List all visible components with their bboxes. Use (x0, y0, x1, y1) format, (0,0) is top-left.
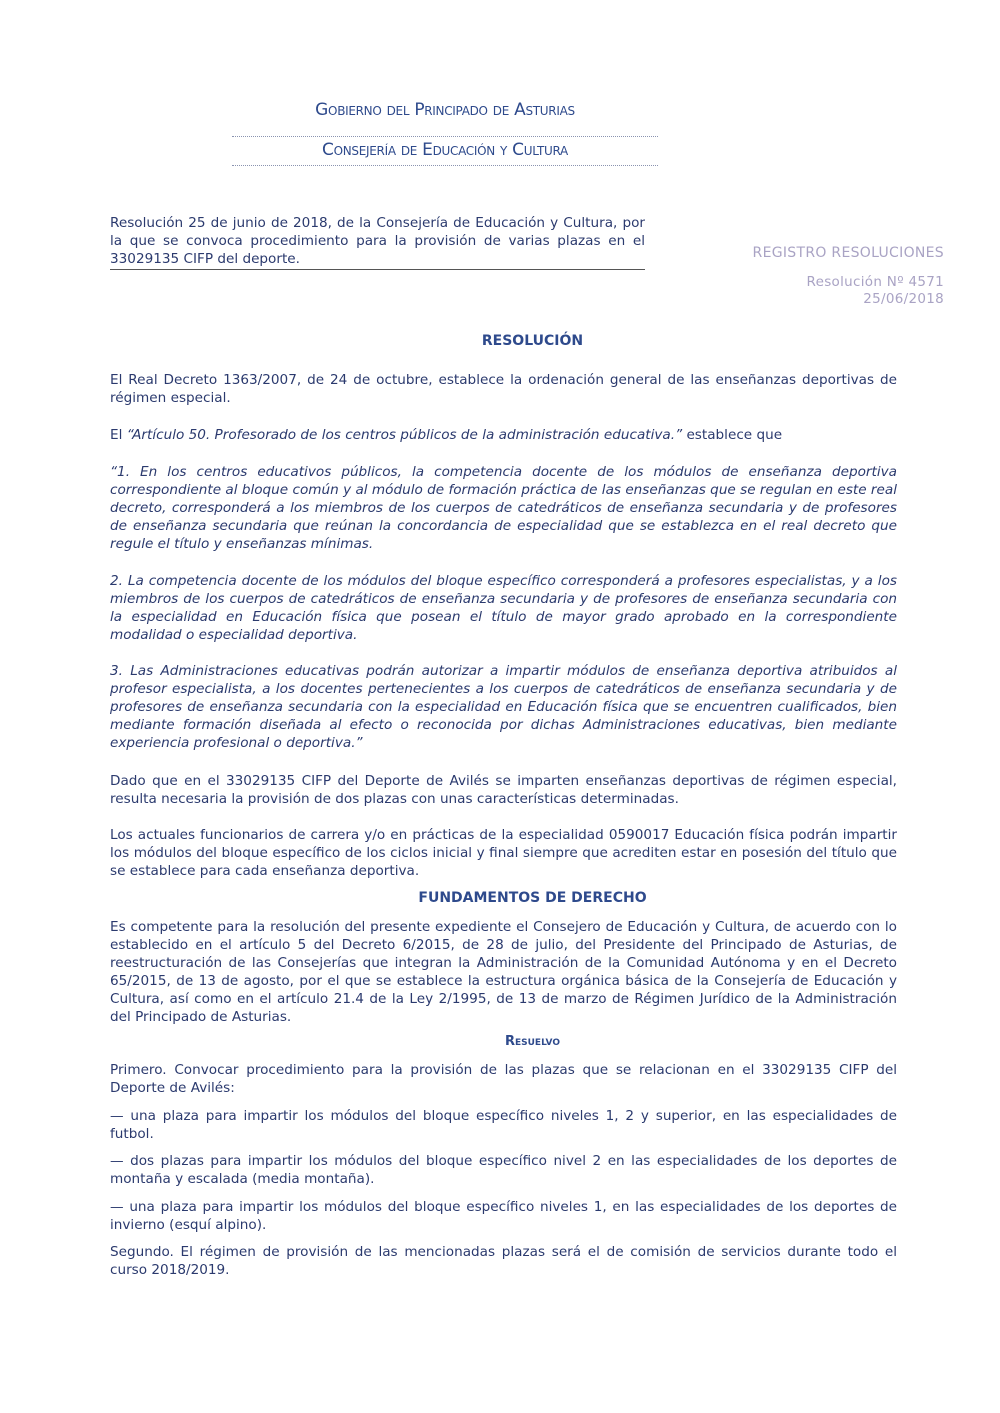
header-divider (232, 136, 658, 137)
stamp-title: REGISTRO RESOLUCIONES (752, 245, 944, 261)
quote-paragraph-2: 2. La competencia docente de los módulos del bloque específico corresponderá a profesores especialistas, y a los miembros de los cuerpos de catedráticos de enseñanza secundaria y de profesores de enseñanza secundaria con la especialidad en Educación física que posean el título de mayor grado aprobado en la correspondiente modalidad o especialidad deportiva. (110, 573, 897, 643)
facts-paragraph-1: Dado que en el 33029135 CIFP del Deporte de Avilés se imparten enseñanzas deportivas de régimen especial, resulta necesaria la provisión de dos plazas con unas características determinadas. (110, 773, 897, 807)
article-suffix: establece que (682, 427, 783, 443)
fundamentos-paragraph: Es competente para la resolución del presente expediente el Consejero de Educación y Cultura, de acuerdo con lo establecido en el artículo 5 del Decreto 6/2015, de 28 de julio, del Presidente del Principado de Asturias, de reestructuración de las Consejerías que integran la Administración de la Comunidad Autónoma y en el Decreto 65/2015, de 13 de agosto, por el que se establece la estructura orgánica básica de la Consejería de Educación y Cultura, así como en el artículo 21.4 de la Ley 2/1995, de 13 de marzo de Régimen Jurídico de la Administración del Principado de Asturias. (110, 919, 897, 1025)
intro-paragraph: El Real Decreto 1363/2007, de 24 de octubre, establece la ordenación general de las enseñanzas deportivas de régimen especial. (110, 372, 897, 406)
resolution-title: RESOLUCIÓN (481, 333, 584, 349)
resolution-summary: Resolución 25 de junio de 2018, de la Consejería de Educación y Cultura, por la que se convoca procedimiento para la provisión de varias plazas en el 33029135 CIFP del deporte. (110, 214, 645, 270)
resuelvo-item-montana: — dos plazas para impartir los módulos del bloque específico nivel 2 en las especialidades de los deportes de montaña y escalada (media montaña). (110, 1153, 897, 1187)
facts-paragraph-2: Los actuales funcionarios de carrera y/o en prácticas de la especialidad 0590017 Educación física podrán impartir los módulos del bloque específico de los ciclos inicial y final siempre que acrediten estar en posesión del título que se establece para cada enseñanza deportiva. (110, 827, 897, 879)
quote-paragraph-1: “1. En los centros educativos públicos, la competencia docente de los módulos de enseñanza deportiva correspondiente al bloque común y al módulo de formación práctica de las enseñanzas que se regulan en este real decreto, corresponderá a los miembros de los cuerpos de catedráticos de enseñanza secundaria y de profesores de enseñanza secundaria que reúnan la concordancia de especialidad que se establezca en el real decreto que regule el título y enseñanzas mínimas. (110, 464, 897, 552)
article-reference (110, 426, 897, 444)
resuelvo-segundo: Segundo. El régimen de provisión de las mencionadas plazas será el de comisión de servicios durante todo el curso 2018/2019. (110, 1244, 897, 1278)
resuelvo-primero: Primero. Convocar procedimiento para la provisión de las plazas que se relacionan en el 33029135 CIFP del Deporte de Avilés: (110, 1062, 897, 1096)
resuelvo-item-futbol: — una plaza para impartir los módulos del bloque específico niveles 1, 2 y superior, en las especialidades de futbol. (110, 1108, 897, 1142)
article-prefix: El (110, 427, 127, 443)
resuelvo-title: Resuelvo (504, 1034, 561, 1049)
resuelvo-item-invierno: — una plaza para impartir los módulos del bloque específico niveles 1, en las especialidades de los deportes de invierno (esquí alpino). (110, 1199, 897, 1233)
department-header: Consejería de Educación y Cultura (322, 140, 568, 160)
stamp-date: 25/06/2018 (863, 291, 944, 307)
stamp-number: Resolución Nº 4571 (806, 274, 944, 290)
article-title: “Artículo 50. Profesorado de los centros públicos de la administración educativa.” (126, 427, 683, 443)
quote-paragraph-3: 3. Las Administraciones educativas podrán autorizar a impartir módulos de enseñanza deportiva atribuidos al profesor especialista, a los docentes pertenecientes a los cuerpos de catedráticos de enseñanza secundaria y de profesores de enseñanza secundaria con la especialidad en Educación física que se encuentren cualificados, bien mediante formación diseñada al efecto o reconocida por dichas Administraciones educativas, bien mediante experiencia profesional o deportiva.” (110, 663, 897, 751)
header-divider (232, 165, 658, 166)
fundamentos-title: FUNDAMENTOS DE DERECHO (418, 890, 647, 906)
government-header: Gobierno del Principado de Asturias (315, 100, 575, 120)
